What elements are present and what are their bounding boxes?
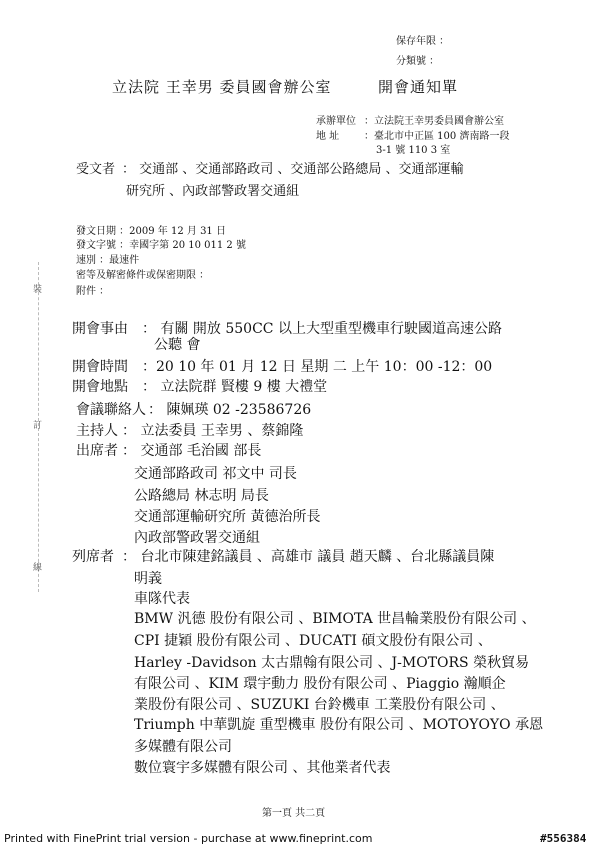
observer-line-8: 業股份有限公司 、SUZUKI 台鈴機車 工業股份有限公司 、 [134,697,505,713]
delivery-speed: 速別 ：最速件 [76,255,140,266]
meeting-place-label: 開會地點 [72,379,128,395]
contact-person-label: 會議聯絡人 [76,402,146,418]
observer-line-3: 車隊代表 [134,591,190,607]
attendee-line-3: 公路總局 林志明 局長 [134,488,269,504]
attendee-line-4: 交通部運輸研究所 黃德治所長 [134,509,321,525]
organizer-unit-value: ：立法院王幸男委員國會辦公室 [364,116,504,127]
attendee-line-1: ： 交通部 毛治國 部長 [122,443,262,459]
observer-line-6: Harley -Davidson 太古鼎翰有限公司 、J-MOTORS 榮秋貿易 [134,655,530,671]
classification-number-label: 分類號 ： [396,56,440,67]
issue-date: 發文日期 ：2009 年 12 月 31 日 [76,226,226,237]
recipients-line1: ： 交通部 、交通部路政司 、交通部公路總局 、交通部運輸 [122,162,464,177]
meeting-subject-line2: 公聽 會 [154,337,201,353]
host-label: 主持人 [76,423,118,439]
observer-line-2: 明義 [134,571,162,587]
meeting-time-value: ：20 10 年 01 月 12 日 星期 二 上午 10：00 -12：00 [142,359,493,375]
recipients-line2: 研究所 、內政部警政署交通組 [126,184,300,199]
meeting-subject-label: 開會事由 [72,321,128,337]
observer-line-5: CPI 捷穎 股份有限公司 、DUCATI 碩文股份有限公司 、 [134,633,492,649]
issue-reference: 發文字號 ：幸國字第 20 10 011 2 號 [76,240,246,251]
contact-person-value: ： 陳姵瑛 02 -23586726 [148,402,312,418]
recipients-label: 受文者 [76,162,116,177]
attendees-label: 出席者 [76,443,118,459]
host-value: ： 立法委員 王幸男 、蔡錦隆 [122,423,304,439]
binding-mark-2: 訂 [33,421,43,431]
page-number: 第一頁 共二頁 [262,808,326,819]
attendee-line-5: 內政部警政署交通組 [134,530,260,546]
meeting-time-label: 開會時間 [72,359,128,375]
observer-line-4: BMW 汎德 股份有限公司 、BIMOTA 世昌輪業股份有限公司 、 [134,611,536,627]
attendee-line-2: 交通部路政司 祁文中 司長 [134,466,297,482]
observer-line-7: 有限公司 、KIM 環宇動力 股份有限公司 、Piaggio 瀚順企 [134,676,506,692]
organizer-address-line1: ：臺北市中正區 100 濟南路一段 [364,131,510,142]
observer-line-1: ： 台北市陳建銘議員 、高雄市 議員 趙天麟 、台北縣議員陳 [122,549,495,565]
organizer-unit-label: 承辦單位 [316,116,356,127]
binding-mark-3: 線 [33,563,43,573]
observer-line-9: Triumph 中華凱旋 重型機車 股份有限公司 、MOTOYOYO 承恩 [134,717,544,733]
secrecy-level: 密等及解密條件或保密期限 ： [76,270,210,281]
binding-mark-1: 裝 [33,285,43,295]
attachment-label: 附件 ： [76,286,110,297]
fineprint-notice: Printed with FinePrint trial version - purchase at www.fineprint.com [4,832,373,845]
office-title: 立法院 王幸男 委員國會辦公室 [112,78,332,96]
retention-period-label: 保存年限 ： [396,36,450,47]
observers-label: 列席者 [72,549,114,565]
document-id: #556384 [540,832,587,845]
organizer-address-label: 地 址 [316,131,340,142]
meeting-subject-line1: ： 有關 開放 550CC 以上大型重型機車行駛國道高速公路 [142,321,502,337]
observer-line-11: 數位寰宇多媒體有限公司 、其他業者代表 [134,760,391,776]
observer-line-10: 多媒體有限公司 [134,739,232,755]
meeting-place-value: ： 立法院群 賢樓 9 樓 大禮堂 [142,379,328,395]
organizer-address-line2: 3-1 號 110 3 室 [376,145,451,156]
notice-title: 開會通知單 [378,78,459,96]
